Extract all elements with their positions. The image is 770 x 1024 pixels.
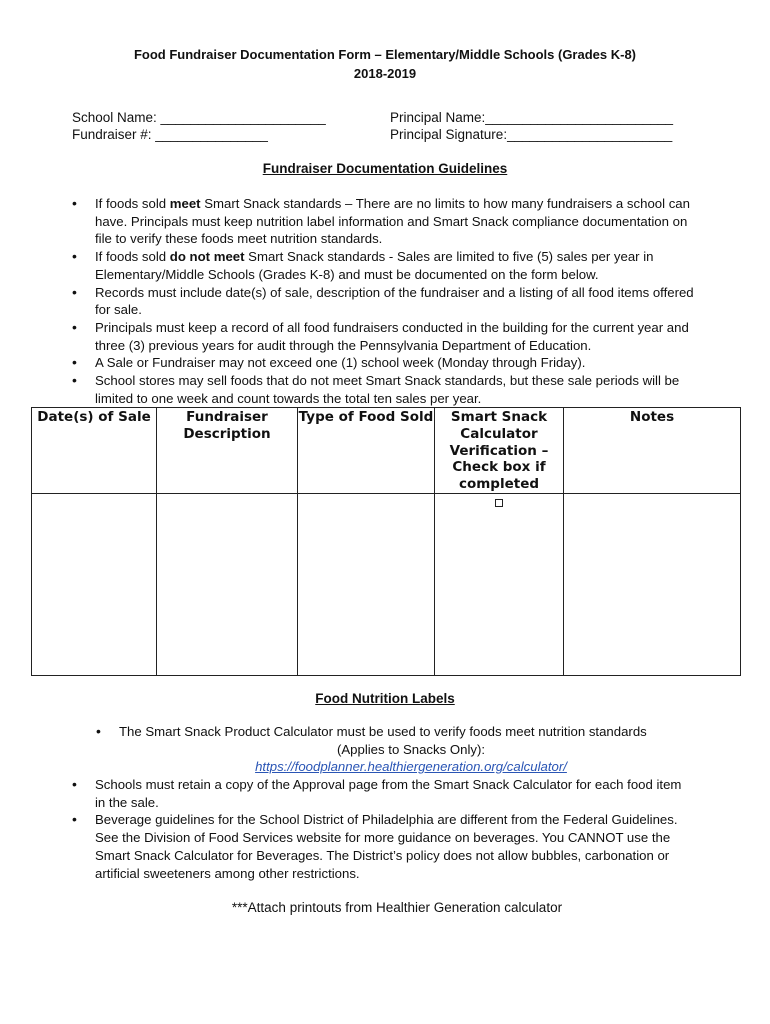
notes-cell[interactable] (564, 493, 741, 675)
verification-checkbox[interactable] (495, 499, 503, 507)
school-year: 2018-2019 (353, 66, 417, 81)
guideline-item: • If foods sold do not meet Smart Snack standards - Sales are limited to five (5) sales per year in Elementary/Middle Schools (Grades K-8) and must be documented on the form below. (72, 248, 702, 283)
guideline-item: • School stores may sell foods that do not meet Smart Snack standards, but these sale periods will be limited to one week and count towards the total ten sales per year. (72, 372, 702, 407)
col-header-description: Fundraiser Description (157, 408, 298, 494)
nutrition-item: • Beverage guidelines for the School District of Philadelphia are different from the Federal Guidelines. See the Division of Food Services website for more guidance on beverages. You CANNOT use the Smart Snack Calculator for Beverages. The District’s policy does not allow bubbles, carbonation or artificial sweeteners among other restrictions. (72, 811, 692, 882)
nutrition-item: • Schools must retain a copy of the Approval page from the Smart Snack Calculator for each food item in the sale. (72, 776, 692, 811)
food-type-cell[interactable] (298, 493, 435, 675)
col-header-food-type: Type of Food Sold (298, 408, 435, 494)
guidelines-list (72, 195, 702, 407)
fundraiser-table (31, 407, 741, 676)
guideline-item: • Principals must keep a record of all food fundraisers conducted in the building for the current year and three (3) previous years for audit through the Pennsylvania Department of Education. (72, 319, 702, 354)
verification-cell (435, 493, 564, 675)
principal-name-field[interactable]: Principal Name:_________________________ (390, 110, 673, 125)
col-header-verification: Smart Snack Calculator Verification – Check box if completed (435, 408, 564, 494)
principal-signature-field[interactable]: Principal Signature:______________________ (390, 127, 673, 142)
table-row (32, 493, 741, 675)
nutrition-item: • The Smart Snack Product Calculator must be used to verify foods meet nutrition standards (96, 723, 696, 741)
applies-to-snacks: (Applies to Snacks Only): (336, 742, 486, 757)
col-header-notes: Notes (564, 408, 741, 494)
nutrition-list-indented (96, 723, 696, 741)
school-name-field[interactable]: School Name: ______________________ (72, 110, 326, 125)
col-header-dates: Date(s) of Sale (32, 408, 157, 494)
guideline-item: • A Sale or Fundraiser may not exceed one (1) school week (Monday through Friday). (72, 354, 702, 372)
table-header-row (32, 408, 741, 494)
attach-note: ***Attach printouts from Healthier Generation calculator (231, 900, 563, 915)
guidelines-heading: Fundraiser Documentation Guidelines (262, 161, 508, 176)
dates-cell[interactable] (32, 493, 157, 675)
nutrition-list (72, 776, 692, 882)
calculator-link-line (26, 759, 770, 774)
nutrition-labels-heading: Food Nutrition Labels (315, 691, 455, 706)
fundraiser-number-field[interactable]: Fundraiser #: _______________ (72, 127, 268, 142)
guideline-item: • If foods sold meet Smart Snack standards – There are no limits to how many fundraisers a school can have. Principals must keep nutrition label information and Smart Snack compliance documentation on file to verify these foods meet nutrition standards. (72, 195, 702, 248)
form-title: Food Fundraiser Documentation Form – Elementary/Middle Schools (Grades K-8) (133, 47, 637, 62)
description-cell[interactable] (157, 493, 298, 675)
guideline-item: • Records must include date(s) of sale, description of the fundraiser and a listing of all food items offered for sale. (72, 284, 702, 319)
calculator-link[interactable]: https://foodplanner.healthiergeneration.org/calculator/ (255, 759, 567, 774)
